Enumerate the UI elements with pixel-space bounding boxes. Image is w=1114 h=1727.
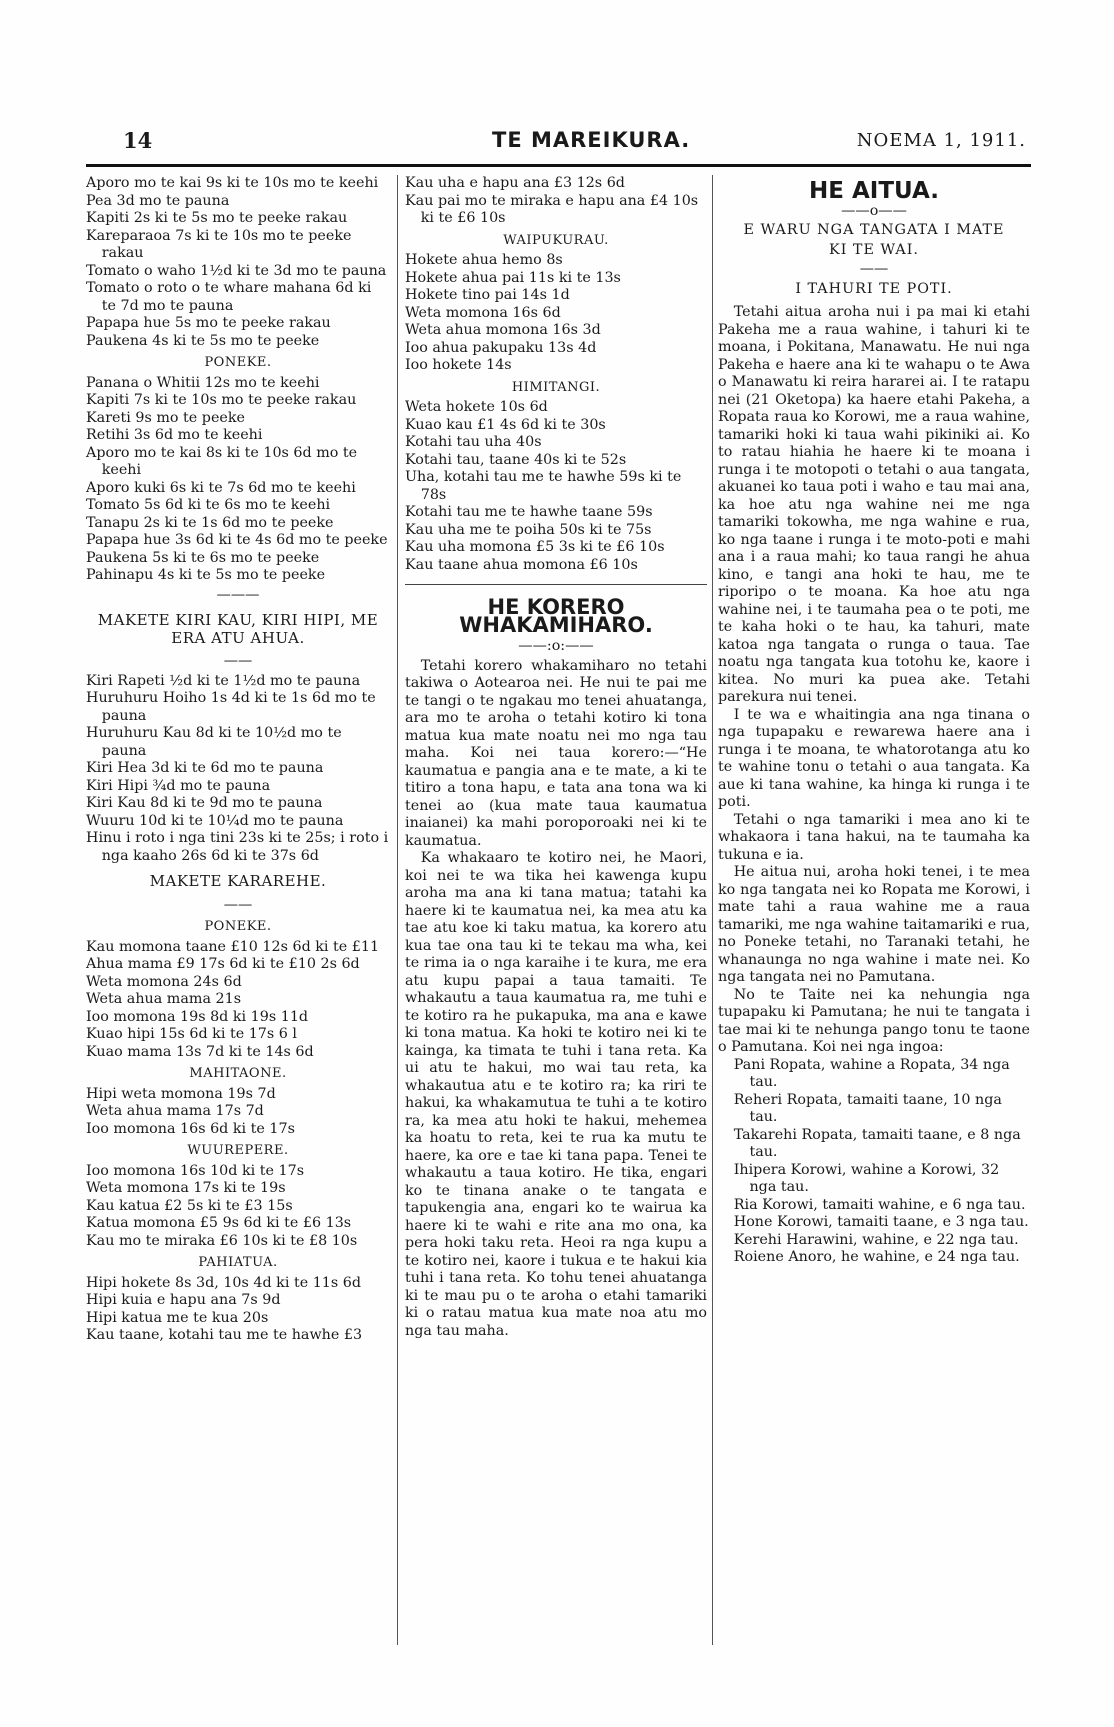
price-item: Kotahi tau me te hawhe taane 59s xyxy=(405,504,653,520)
price-item: Hipi weta momona 19s 7d xyxy=(86,1085,276,1102)
price-item: Kareparaoa 7s ki te 10s mo te peeke rakau xyxy=(86,227,352,261)
price-item: Kau pai mo te miraka e hapu ana £4 10s ki te £6 10s xyxy=(405,192,699,226)
price-item: Aporo mo te kai 9s ki te 10s mo te keehi xyxy=(86,175,379,191)
victim-entry: Ria Korowi, tamaiti wahine, e 6 nga tau. xyxy=(733,1196,1026,1213)
price-item: Kiri Kau 8d ki te 9d mo te pauna xyxy=(86,795,323,811)
price-item: Kau momona taane £10 12s 6d ki te £11 xyxy=(86,938,380,955)
price-item: Tanapu 2s ki te 1s 6d mo te peeke xyxy=(86,514,334,531)
paragraph: No te Taite nei ka nehungia nga tupapaku ki Pamutana; he nui te tangata i tae mai ki te nehunga pango tonu te taone o Pamutana. Koi nei nga ingoa: xyxy=(718,986,1030,1055)
location-heading: PONEKE. xyxy=(204,355,272,370)
price-item: Hokete ahua pai 11s ki te 13s xyxy=(405,269,621,286)
column-divider xyxy=(397,175,398,1645)
divider: ——— xyxy=(216,586,260,603)
price-item: Aporo mo te kai 8s ki te 10s 6d mo te keehi xyxy=(86,444,358,478)
price-list xyxy=(86,1163,390,1251)
location-heading: PONEKE. xyxy=(204,919,272,934)
location-heading: MAHITAONE. xyxy=(189,1066,287,1081)
victim-entry: Roiene Anoro, he wahine, e 24 nga tau. xyxy=(733,1249,1020,1265)
divider: ——o—— xyxy=(841,202,907,219)
page-header xyxy=(0,128,1114,164)
section-heading: I TAHURI TE POTI. xyxy=(795,280,953,297)
price-list xyxy=(405,252,707,375)
price-item: Hokete tino pai 14s 1d xyxy=(405,287,570,303)
location-heading: WAIPUKURAU. xyxy=(503,232,609,248)
price-list xyxy=(86,939,390,1062)
price-item: Kuao kau £1 4s 6d ki te 30s xyxy=(405,416,606,433)
price-item: Ioo momona 16s 10d ki te 17s xyxy=(86,1162,305,1179)
section-rule xyxy=(405,584,707,585)
price-item: Uha, kotahi tau me te hawhe 59s ki te 78s xyxy=(405,469,682,503)
price-item: Papapa hue 5s mo te peeke rakau xyxy=(86,315,331,331)
price-item: Kapiti 2s ki te 5s mo te peeke rakau xyxy=(86,210,348,226)
victim-entry: Hone Korowi, tamaiti taane, e 3 nga tau. xyxy=(733,1214,1029,1230)
price-item: Kau mo te miraka £6 10s ki te £8 10s xyxy=(86,1232,358,1249)
divider: ——:o:—— xyxy=(518,638,594,654)
location-heading: HIMITANGI. xyxy=(511,379,601,395)
article-subtitle: E WARU NGA TANGATA I MATE xyxy=(743,222,1005,238)
column-3 xyxy=(718,175,1030,1267)
page-number: 14 xyxy=(123,128,153,153)
location-heading: WUUREPERE. xyxy=(187,1143,289,1158)
section-heading: MAKETE KARAREHE. xyxy=(149,872,327,890)
price-item: Hokete ahua hemo 8s xyxy=(405,252,563,268)
price-item: Kapiti 7s ki te 10s mo te peeke rakau xyxy=(86,392,357,408)
price-item: Hipi kuia e hapu ana 7s 9d xyxy=(86,1292,281,1308)
price-item: Ahua mama £9 17s 6d ki te £10 2s 6d xyxy=(86,956,360,972)
price-item: Papapa hue 3s 6d ki te 4s 6d mo te peeke xyxy=(86,532,388,548)
price-item: Weta ahua mama 21s xyxy=(86,991,242,1007)
price-item: Kau uha momona £5 3s ki te £6 10s xyxy=(405,539,665,555)
price-item: Ioo hokete 14s xyxy=(405,357,512,373)
price-item: Paukena 4s ki te 5s mo te peeke xyxy=(86,332,320,349)
victim-list xyxy=(718,1057,1030,1267)
victim-entry: Ihipera Korowi, wahine a Korowi, 32 nga tau. xyxy=(733,1161,1000,1195)
price-item: Pahinapu 4s ki te 5s mo te peeke xyxy=(86,567,326,583)
price-item: Kau uha e hapu ana £3 12s 6d xyxy=(405,175,625,191)
price-item: Kau katua £2 5s ki te £3 15s xyxy=(86,1197,293,1214)
price-list xyxy=(86,1275,390,1345)
price-item: Hipi hokete 8s 3d, 10s 4d ki te 11s 6d xyxy=(86,1274,362,1291)
price-list xyxy=(86,175,390,350)
paragraph: Tetahi korero whakamiharo no tetahi takiwa o Aotearoa nei. He nui te pai me te tangi o te ngakau mo tenei ahuatanga, ara mo te aroha o tetahi kotiro ki tona matua kua mate noatu nei mo nga tau maha. Koi nei taua korero:—“He kaumatua e pangia ana e te mate, a ki te titiro a tona hapu, e tata ana tona wa ki tenei ao (kua mate taua kaumatua inaianei) ka mahi poroporoaki nei ki te kaumatua. xyxy=(405,657,707,849)
price-item: Paukena 5s ki te 6s mo te peeke xyxy=(86,549,320,566)
paragraph: Tetahi aitua aroha nui i pa mai ki etahi Pakeha me a raua wahine, i tahuri ki te moana, i Pokitana, Manawatu. He nui nga Pakeha e haere ana ki te wahapu o te Awa o Manawatu ki reira hararei ai. I te ratapu nei (21 Oketopa) ka haere etahi Pakeha, a Ropata raua ko Korowi, me a raua wahine, tamariki hoki ki taua wahi pikiniki ai. Ko to ratau hiahia he haere ki te moana i runga i te motopoti o tetahi o aua tangata, akuanei ko taua poti i waho e tau mai ana, ka hoe atu nga wahine nei me nga tamariki tokowha, me nga wahine e rua, ko nga taane i runga i te moto-poti e mahi ana i a raua mahi; ko taua rangi he ahua kino, e tangi ana hoki te hau, me te riporipo o te moana. Ka hoe atu nga wahine nei, i te taumaha pea o te poti, me te kaha hoki o te hau, ka tahuri, mate katoa nga tangata o runga o taua. Tae noatu nga tangata kua totohu ke, kaore i kitea. No muri ka puea ake. Tetahi parekura nui tenei. xyxy=(718,304,1030,705)
victim-entry: Takarehi Ropata, tamaiti taane, e 8 nga tau. xyxy=(733,1126,1021,1160)
price-item: Weta ahua momona 16s 3d xyxy=(405,322,601,338)
issue-date: NOEMA 1, 1911. xyxy=(856,130,1026,151)
price-item: Weta momona 16s 6d xyxy=(405,304,561,321)
header-rule xyxy=(86,164,1031,167)
victim-entry: Kerehi Harawini, wahine, e 22 nga tau. xyxy=(733,1231,1019,1248)
price-item: Weta momona 24s 6d xyxy=(86,973,242,990)
price-item: Aporo kuki 6s ki te 7s 6d mo te keehi xyxy=(86,479,356,496)
price-item: Weta hokete 10s 6d xyxy=(405,399,548,415)
price-item: Kiri Hea 3d ki te 6d mo te pauna xyxy=(86,760,324,776)
price-item: Kotahi tau uha 40s xyxy=(405,434,542,450)
article-body xyxy=(718,304,1030,1057)
price-item: Tomato 5s 6d ki te 6s mo te keehi xyxy=(86,497,331,513)
price-list xyxy=(86,1086,390,1139)
price-item: Weta momona 17s ki te 19s xyxy=(86,1180,286,1196)
price-item: Tomato o waho 1½d ki te 3d mo te pauna xyxy=(86,262,387,279)
paragraph: He aitua nui, aroha hoki tenei, i te mea ko nga tangata nei ko Ropata me Korowi, i mate tahi a raua wahine me a raua tamariki, me nga wahine taitamariki e rua, no Poneke tetahi, no Taranaki tetahi, he whanaunga no nga wahine i mate nei. Ko nga tangata nei no Pamutana. xyxy=(718,864,1030,985)
newspaper-title: TE MAREIKURA. xyxy=(492,128,691,152)
victim-entry: Pani Ropata, wahine a Ropata, 34 nga tau. xyxy=(733,1056,1010,1090)
price-list xyxy=(86,375,390,585)
price-item: Huruhuru Hoiho 1s 4d ki te 1s 6d mo te pauna xyxy=(86,690,376,724)
article-heading: HE KORERO WHAKAMIHARO. xyxy=(459,595,653,637)
column-2 xyxy=(405,175,707,1340)
price-item: Kotahi tau, taane 40s ki te 52s xyxy=(405,451,627,468)
price-item: Kuao hipi 15s 6d ki te 17s 6 l xyxy=(86,1026,297,1042)
price-item: Kiri Rapeti ½d ki te 1½d mo te pauna xyxy=(86,672,361,689)
price-item: Retihi 3s 6d mo te keehi xyxy=(86,427,263,443)
victim-entry: Reheri Ropata, tamaiti taane, 10 nga tau. xyxy=(733,1091,1002,1125)
price-item: Weta ahua mama 17s 7d xyxy=(86,1103,264,1119)
article-heading: HE AITUA. xyxy=(809,178,939,204)
article-subtitle: KI TE WAI. xyxy=(829,241,919,258)
price-item: Tomato o roto o te whare mahana 6d ki te 7d mo te pauna xyxy=(86,280,372,314)
price-item: Kau uha me te poiha 50s ki te 75s xyxy=(405,521,652,538)
price-item: Kareti 9s mo te peeke xyxy=(86,409,245,426)
section-heading: MAKETE KIRI KAU, KIRI HIPI, ME ERA ATU AHUA. xyxy=(97,611,379,647)
location-heading: PAHIATUA. xyxy=(198,1255,278,1270)
divider: —— xyxy=(223,896,253,913)
price-item: Ioo momona 16s 6d ki te 17s xyxy=(86,1120,295,1137)
divider: —— xyxy=(223,653,253,669)
price-item: Pea 3d mo te pauna xyxy=(86,192,230,209)
column-1 xyxy=(86,175,390,1345)
price-item: Huruhuru Kau 8d ki te 10½d mo te pauna xyxy=(86,725,342,759)
price-list xyxy=(86,673,390,866)
column-divider xyxy=(712,175,713,1645)
paragraph: I te wa e whaitingia ana nga tinana o nga tupapaku e rewarewa haere ana i runga i te moana, te whatorotanga atu ko te wahine tonu o tetahi o aua tangata. Ka aue ki tana wahine, ka hinga ki runga i te poti. xyxy=(718,706,1030,810)
paragraph: Tetahi o nga tamariki i mea ano ki te whakaora i tana hakui, na te taumaha ka tukuna e ia. xyxy=(718,811,1030,863)
price-item: Ioo ahua pakupaku 13s 4d xyxy=(405,339,597,356)
article-body xyxy=(405,658,707,1341)
price-item: Katua momona £5 9s 6d ki te £6 13s xyxy=(86,1215,352,1231)
price-item: Hinu i roto i nga tini 23s ki te 25s; i roto i nga kaaho 26s 6d ki te 37s 6d xyxy=(86,830,389,864)
price-item: Panana o Whitii 12s mo te keehi xyxy=(86,374,320,391)
price-item: Kuao mama 13s 7d ki te 14s 6d xyxy=(86,1043,314,1060)
price-item: Hipi katua me te kua 20s xyxy=(86,1309,269,1326)
divider: —— xyxy=(859,261,889,277)
price-list xyxy=(405,175,707,228)
price-item: Kiri Hipi ¾d mo te pauna xyxy=(86,777,271,794)
paragraph: Ka whakaaro te kotiro nei, he Maori, koi nei te wa tika hei kawenga kupu aroha ma ana ki tana matua; tatahi ka haere ki te kaumatua nei, ka mea atu ka tae atu koe ki taku matua, ka korero atu kua tae ona tau ki te tekau ma wha, kei te rima ia o nga karaihe i te kura, me era atu kupu papai a taua tamaiti. Te whakautu a taua kaumatua ra, me tuhi e te kotiro ra he pukapuka, ma ana e kawe ki tona matua. Ka hoki te kotiro nei ki te kainga, ka timata te tuhi i tana reta. Ka ui atu te hakui, mo wai tau reta, ka whakautua atu e te kotiro ra; ka riri te hakui, ka whakamutua te tuhi a te kotiro ra, ka mea atu hoki te hakui, mehemea ka hoatu to reta, kei te rua ka mutu te haere, ka ore e tae ki tana papa. Tenei te whakautu a taua kotiro. He tika, engari ko te tinana anake o te tangata e tapukengia ana, engari ko te wairua ka haere ki te wahi e rite ana mo ona, ka pera hoki taku reta. Heoi ra nga kupu a te kotiro nei, kaore i tukua e te hakui kia tuhi i tana reta. Ko tohu tenei ahuatanga ki te mau pu o te aroha o etahi tamariki ki o ratau matua kua mate noa atu mo nga tau maha. xyxy=(405,850,707,1339)
price-list xyxy=(405,399,707,574)
price-item: Kau taane, kotahi tau me te hawhe £3 xyxy=(86,1327,363,1343)
price-item: Ioo momona 19s 8d ki 19s 11d xyxy=(86,1008,309,1025)
price-item: Wuuru 10d ki te 10¼d mo te pauna xyxy=(86,812,344,829)
price-item: Kau taane ahua momona £6 10s xyxy=(405,556,638,573)
